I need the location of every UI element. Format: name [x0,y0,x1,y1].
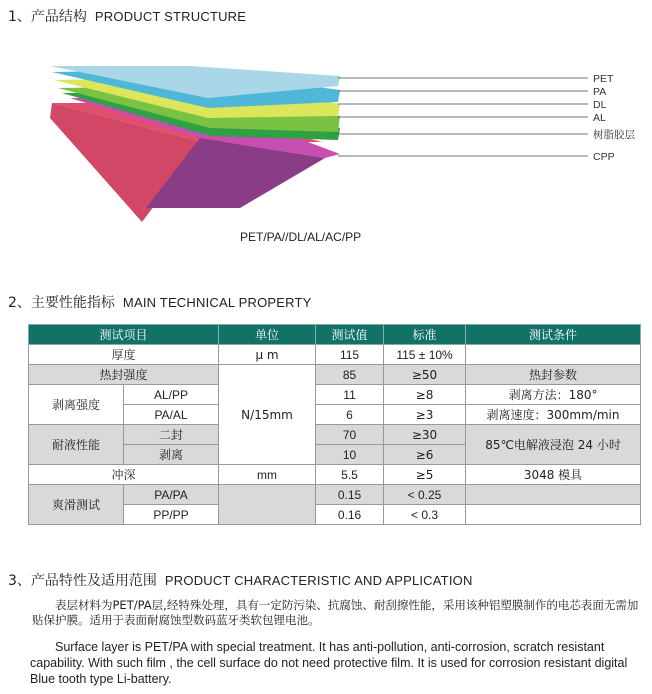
table-row-heatseal [29,365,641,385]
layer-label-pa: PA [593,86,607,98]
cell-item-resist: 耐液性能 [29,425,124,465]
cell-item-slip: 爽滑测试 [29,485,124,525]
section2-title-en: MAIN TECHNICAL PROPERTY [122,295,312,310]
cell-condition [466,505,641,525]
layer-label-resin: 树脂胶层 [593,129,635,141]
cell-unit-peel: N/15mm [219,365,316,465]
cell-condition: 热封参数 [466,365,641,385]
cell-value: 5.5 [316,465,384,485]
cell-value: 11 [316,385,384,405]
cell-condition-resist: 85℃电解液浸泡 24 小时 [466,425,641,465]
cell-value: 85 [316,365,384,385]
section1-title-cn: 1、产品结构 [8,9,87,25]
table-row-resist-1 [29,425,641,445]
cell-value: 10 [316,445,384,465]
cell-unit: μ m [219,345,316,365]
cell-item-peel: 剥离强度 [29,385,124,425]
technical-property-table [28,324,641,525]
description-cn: 表层材料为PET/PA层,经特殊处理，具有一定防污染、抗腐蚀、耐刮擦性能，采用该种铝塑膜制作的电芯表面无需加贴保护膜。适用于表面耐腐蚀型数码蓝牙类软包锂电池。 [32,598,639,627]
cell-standard: 115 ± 10% [384,345,466,365]
cell-value: 70 [316,425,384,445]
table-row-peel-1 [29,385,641,405]
cell-sub: AL/PP [124,385,219,405]
section1-title-en: PRODUCT STRUCTURE [94,9,247,24]
cell-condition [466,345,641,365]
cell-condition [466,485,641,505]
cell-standard: ≥5 [384,465,466,485]
cell-standard: < 0.3 [384,505,466,525]
header-standard: 标准 [384,325,466,345]
layer-label-pet: PET [593,73,614,85]
section2-title-cn: 2、主要性能指标 [8,295,115,311]
cell-sub: PP/PP [124,505,219,525]
cell-standard: ≥50 [384,365,466,385]
table-row-thickness [29,345,641,365]
cell-sub: PA/PA [124,485,219,505]
table-row-slip-1 [29,485,641,505]
table-row-punch [29,465,641,485]
header-unit: 单位 [219,325,316,345]
cell-standard: < 0.25 [384,485,466,505]
cell-value: 6 [316,405,384,425]
section2-heading [8,292,311,312]
cell-item: 热封强度 [29,365,219,385]
cell-standard: ≥30 [384,425,466,445]
section3-heading [8,570,473,590]
cell-sub: 二封 [124,425,219,445]
cell-unit: mm [219,465,316,485]
cell-item: 冲深 [29,465,219,485]
cell-standard: ≥3 [384,405,466,425]
cell-sub: PA/AL [124,405,219,425]
table-header-row [29,325,641,345]
cell-condition: 剥离方法：180° [466,385,641,405]
product-structure-diagram [40,58,640,233]
layer-label-cpp: CPP [593,151,615,163]
cell-condition: 剥离速度：300mm/min [466,405,641,425]
header-test-item: 测试项目 [29,325,219,345]
cell-value: 0.15 [316,485,384,505]
cell-value: 115 [316,345,384,365]
layer-label-al: AL [593,112,606,124]
section1-heading [8,6,246,26]
cell-condition: 3048 模具 [466,465,641,485]
cell-standard: ≥8 [384,385,466,405]
section3-title-en: PRODUCT CHARACTERISTIC AND APPLICATION [164,573,473,588]
section3-title-cn: 3、产品特性及适用范围 [8,573,157,589]
header-test-value: 测试值 [316,325,384,345]
cell-standard: ≥6 [384,445,466,465]
header-condition: 测试条件 [466,325,641,345]
cell-unit-slip [219,485,316,525]
description-en: Surface layer is PET/PA with special treatment. It has anti-pollution, anti-corrosion, scratch resistant capability. With such film , the cell surface do not need protective film. It is used for corrosion resistant digital Blue tooth type Li-battery. [30,640,628,686]
cell-sub: 剥离 [124,445,219,465]
cell-value: 0.16 [316,505,384,525]
layer-callouts [338,73,635,163]
structure-caption: PET/PA//DL/AL/AC/PP [240,230,362,244]
layer-label-dl: DL [593,99,607,111]
cell-item: 厚度 [29,345,219,365]
